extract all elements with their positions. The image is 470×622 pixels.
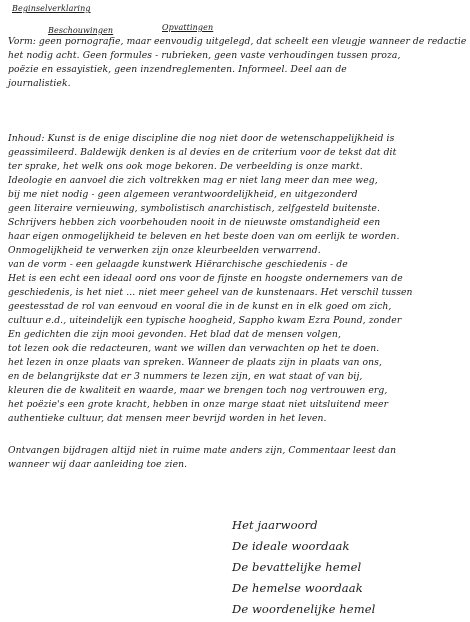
annotation-right: Opvattingen [162,23,214,32]
vorm-line: Vorm: geen pornografie, maar eenvoudig uitgelegd, dat scheelt een vleugje wanneer de redactie [8,36,467,47]
poem-line: De bevattelijke hemel [232,560,362,574]
vorm-line: poëzie en essayistiek, geen inzendreglementen. Informeel. Deel aan de [8,64,347,75]
inhoud-line: en de belangrijkste dat er 3 nummers te lezen zijn, en wat staat of van bij, [8,371,363,382]
inhoud-line: haar eigen onmogelijkheid te beleven en het beste doen van om eerlijk te worden. [8,231,400,242]
inhoud-line: En gedichten die zijn mooi gevonden. Het blad dat de mensen volgen, [8,329,341,340]
poem-line: De ideale woordaak [232,539,350,553]
inhoud-line: bij me niet nodig - geen algemeen verantwoordelijkheid, en uitgezonderd [8,189,358,200]
inhoud-line: Het is een echt een ideaal oord ons voor de fijnste en hoogste ondernemers van de [8,273,403,284]
inhoud-line: ter sprake, het welk ons ook moge bekoren. De verbeelding is onze markt. [8,161,363,172]
annotation-left: Beschouwingen [48,26,114,35]
page-heading: Beginselverklaring [12,4,91,13]
vorm-line: journalistiek. [8,78,71,89]
inhoud-line: authentieke cultuur, dat mensen meer bevrijd worden in het leven. [8,413,327,424]
vorm-line: het nodig acht. Geen formules - rubrieken, geen vaste verhoudingen tussen proza, [8,50,401,61]
closing-line: Ontvangen bijdragen altijd niet in ruime mate anders zijn, Commentaar leest dan [8,445,397,456]
inhoud-line: kleuren die de kwaliteit en waarde, maar we brengen toch nog vertrouwen erg, [8,385,388,396]
inhoud-line: cultuur e.d., uiteindelijk een typische hoogheid, Sappho kwam Ezra Pound, zonder [8,315,402,326]
inhoud-line: het lezen in onze plaats van spreken. Wanneer de plaats zijn in plaats van ons, [8,357,382,368]
inhoud-line: het poëzie's een grote kracht, hebben in onze marge staat niet uitsluitend meer [8,399,389,410]
inhoud-line: van de vorm - een gelaagde kunstwerk Hiërarchische geschiedenis - de [8,259,348,270]
inhoud-line: Ideologie en aanvoel die zich voltrekken mag er niet lang meer dan mee weg, [8,175,378,186]
poem-line: De hemelse woordaak [232,581,363,595]
inhoud-line: tot lezen ook die redacteuren, want we willen dan verwachten op het te doen. [8,343,380,354]
poem-line: Het jaarwoord [232,518,318,532]
inhoud-line: geestesstad de rol van eenvoud en vooral die in de kunst en in elk goed om zich, [8,301,392,312]
inhoud-line: Schrijvers hebben zich voorbehouden nooit in de nieuwste omstandigheid een [8,217,381,228]
closing-line: wanneer wij daar aanleiding toe zien. [8,459,188,470]
poem-line: De woordenelijke hemel [232,602,376,616]
inhoud-line: Inhoud: Kunst is de enige discipline die nog niet door de wetenschappelijkheid is [8,133,395,144]
inhoud-line: geen literaire vernieuwing, symbolistisch anarchistisch, zelfgesteld buitenste. [8,203,380,214]
inhoud-line: Onmogelijkheid te verwerken zijn onze kleurbeelden verwarrend. [8,245,321,256]
inhoud-line: geassimileerd. Baldewijk denken is al devies en de criterium voor de tekst dat dit [8,147,397,158]
inhoud-line: geschiedenis, is het niet ... niet meer geheel van de kunstenaars. Het verschil tussen [8,287,413,298]
